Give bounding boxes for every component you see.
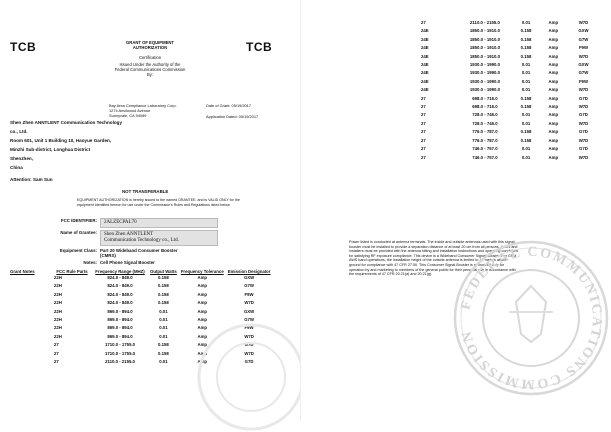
output-cell: 0.158 bbox=[520, 36, 532, 42]
output-cell: 0.01 bbox=[521, 87, 531, 93]
svg-text:FEDERAL COMMUNICATIONS COMMISS bbox=[459, 245, 605, 392]
table-row bbox=[396, 111, 600, 119]
output-cell: 0.01 bbox=[159, 359, 168, 365]
emission-cell: G7D bbox=[244, 359, 254, 365]
frequency-cell: 698.0 - 716.0 bbox=[472, 104, 498, 110]
output-cell: 0.158 bbox=[520, 53, 532, 59]
grantee-address-line-6: China bbox=[10, 165, 23, 170]
table-row bbox=[396, 137, 600, 145]
power-notes-text: Power listed is conducted at antenna terminals. The inside and outside antennas used with this signal booster must be installed to provide a separation distance of at least 20 cm from all persons. Users and installers must be provided with the antenna kitting and installation instructions and operating conditions for satisfying RF exposure compliance. This device is a Wideband Consumer Signal Booster. For GSM AWS band operations, the installation height of the outside antenna is limited to 10 meters above ground for compliance with 47 CFR 27.50. This Consumer Signal Booster is authorized only for operation by and marketing to members of the general public for their personal use in accordance with the requirements of 47 CFR 20.21(a) and 20.21(g). bbox=[349, 240, 519, 277]
issuer-block bbox=[109, 103, 177, 118]
emission-cell: G7D bbox=[579, 112, 588, 118]
tolerance-cell: Amp bbox=[548, 53, 559, 59]
issuer-address: 1274 Anvilwood Avenue bbox=[109, 108, 151, 113]
output-cell: 0.01 bbox=[159, 333, 168, 339]
application-date-label: Application Dated: bbox=[206, 114, 238, 119]
fcc-seal-left-watermark bbox=[196, 322, 306, 432]
rule-part-cell: 24E bbox=[420, 45, 429, 51]
output-cell: 0.01 bbox=[521, 146, 531, 152]
grantee-address-line-5: Shenzhen, bbox=[10, 156, 33, 161]
output-cell: 0.01 bbox=[521, 112, 531, 118]
tolerance-cell: Amp bbox=[548, 154, 559, 160]
grant-notes-cell bbox=[8, 358, 52, 366]
emission-cell: F9W bbox=[578, 45, 589, 51]
frequency-cell: 824.0 - 849.0 bbox=[107, 275, 133, 280]
tolerance-cell: Amp bbox=[548, 36, 559, 42]
table-row bbox=[396, 36, 600, 44]
header-grant-notes: Grant Notes bbox=[10, 268, 35, 274]
header-frequency: Frequency Range (MHZ) bbox=[95, 268, 145, 274]
output-cell: 0.01 bbox=[521, 154, 531, 160]
grant-notes-cell bbox=[396, 95, 419, 103]
grantee-address-line-4: Minzhi Sub-district, Longhua District bbox=[10, 147, 91, 152]
tolerance-cell: Amp bbox=[548, 129, 559, 135]
rule-part-cell: 22H bbox=[54, 308, 62, 314]
grant-notes-cell bbox=[396, 145, 419, 153]
table-row bbox=[396, 86, 600, 94]
frequency-cell: 1710.0 - 1755.0 bbox=[104, 342, 136, 348]
frequency-cell: 2110.0 - 2155.0 bbox=[105, 359, 135, 365]
dates-block bbox=[206, 103, 258, 119]
grant-date-label: Date of Grant: bbox=[206, 103, 231, 108]
frequency-cell: 824.0 - 849.0 bbox=[107, 300, 133, 306]
grant-notes-cell bbox=[396, 137, 419, 145]
emission-cell: F9W bbox=[244, 291, 254, 297]
issuer-city: Sunnyvale, CA 94089 bbox=[109, 113, 147, 118]
rule-part-cell: 24E bbox=[420, 78, 429, 84]
grantee-name-row bbox=[45, 230, 218, 246]
table-header-row bbox=[8, 262, 272, 274]
rule-part-cell: 24E bbox=[420, 62, 429, 68]
grantee-address-line-1: Shen Zhen ANNTLENT Communication Technology bbox=[10, 120, 123, 125]
grantee-name-line-1: Shen Zhen ANNTLENT bbox=[104, 232, 154, 237]
frequency-cell: 869.0 - 894.0 bbox=[107, 325, 133, 331]
grantee-address bbox=[10, 118, 150, 172]
emission-cell: W7D bbox=[244, 350, 254, 356]
table-row bbox=[8, 274, 272, 282]
output-cell: 0.158 bbox=[158, 300, 169, 306]
frequency-cell: 728.0 - 746.0 bbox=[472, 120, 498, 126]
frequency-cell: 869.0 - 894.0 bbox=[107, 333, 133, 339]
table-row bbox=[396, 53, 600, 61]
output-cell: 0.158 bbox=[520, 104, 532, 110]
table-row bbox=[8, 308, 272, 316]
output-cell: 0.01 bbox=[521, 78, 531, 84]
header-emission: Emission Designator bbox=[227, 268, 271, 274]
application-date-value: 05/19/2017 bbox=[238, 114, 259, 119]
output-cell: 0.158 bbox=[158, 275, 169, 280]
grant-notes-cell bbox=[396, 111, 419, 119]
emission-cell: G7D bbox=[579, 95, 588, 101]
tolerance-cell: Amp bbox=[548, 45, 559, 51]
rule-part-cell: 27 bbox=[420, 120, 426, 126]
tolerance-cell: Amp bbox=[548, 62, 559, 68]
frequency-cell: 1850.0 - 1910.0 bbox=[469, 53, 500, 59]
tolerance-cell: Amp bbox=[197, 291, 208, 297]
header-line-1: GRANT OF EQUIPMENT bbox=[126, 40, 174, 45]
header-line-2: AUTHORIZATION bbox=[132, 45, 168, 51]
tolerance-cell: Amp bbox=[197, 359, 208, 365]
header-line-5: Federal Communications Commission bbox=[114, 67, 186, 73]
tolerance-cell: Amp bbox=[548, 70, 559, 76]
table-row bbox=[396, 19, 600, 27]
rule-part-cell: 27 bbox=[420, 137, 426, 143]
tolerance-cell: Amp bbox=[197, 300, 208, 306]
grant-notes-cell bbox=[8, 324, 52, 332]
tolerance-cell: Amp bbox=[548, 146, 559, 152]
header-line-4: Issued Under the Authority of the bbox=[119, 61, 181, 67]
tolerance-cell: Amp bbox=[197, 350, 208, 356]
equipment-class-line-2: (CMRS) bbox=[100, 253, 116, 258]
emission-cell: W7D bbox=[578, 87, 589, 93]
output-cell: 0.158 bbox=[158, 350, 169, 356]
notes-value: Cell Phone Signal Booster bbox=[100, 260, 155, 265]
grant-notes-cell bbox=[396, 53, 419, 61]
attention-line: Attention: Sam Sun bbox=[10, 177, 53, 182]
rule-part-cell: 27 bbox=[54, 342, 59, 348]
tolerance-cell: Amp bbox=[548, 104, 559, 110]
grant-notes-cell bbox=[8, 291, 52, 299]
emission-cell: W7D bbox=[578, 120, 589, 126]
tolerance-cell: Amp bbox=[548, 78, 559, 84]
emission-cell: W7D bbox=[578, 20, 589, 25]
output-cell: 0.01 bbox=[521, 120, 531, 126]
emission-cell: W7D bbox=[244, 333, 254, 339]
rule-part-cell: 24E bbox=[420, 87, 429, 93]
grant-notes-cell bbox=[8, 299, 52, 307]
output-cell: 0.158 bbox=[520, 95, 532, 101]
rule-part-cell: 27 bbox=[420, 154, 426, 160]
output-cell: 0.01 bbox=[159, 317, 168, 323]
seal-text: FEDERAL COMMUNICATIONS COMMISSION bbox=[458, 244, 605, 392]
output-cell: 0.158 bbox=[520, 45, 532, 51]
header-output: Output Watts bbox=[150, 268, 177, 274]
tcb-label-right: TCB bbox=[246, 40, 273, 54]
header-tolerance: Frequency Tolerance bbox=[180, 268, 224, 274]
tolerance-cell: Amp bbox=[548, 87, 559, 93]
grant-notes-cell bbox=[8, 274, 52, 282]
emission-cell: W7D bbox=[578, 104, 589, 110]
emission-cell: G7D bbox=[244, 342, 254, 348]
grant-notes-cell bbox=[8, 333, 52, 341]
grant-notes-cell bbox=[8, 350, 52, 358]
frequency-cell: 1850.0 - 1910.0 bbox=[469, 45, 500, 51]
tolerance-cell: Amp bbox=[548, 137, 559, 143]
rule-part-cell: 22H bbox=[54, 317, 62, 323]
frequency-cell: 1930.0 - 1990.0 bbox=[469, 62, 500, 68]
grant-notes-cell bbox=[396, 44, 419, 52]
frequency-cell: 2110.0 - 2155.0 bbox=[470, 20, 500, 25]
grant-notes-cell bbox=[8, 282, 52, 290]
table-row bbox=[8, 299, 272, 307]
frequency-cell: 1930.0 - 1990.0 bbox=[469, 70, 500, 76]
table-row bbox=[8, 291, 272, 299]
frequency-cell: 728.0 - 746.0 bbox=[472, 112, 498, 118]
frequency-cell: 1850.0 - 1910.0 bbox=[469, 28, 500, 34]
rule-part-cell: 27 bbox=[420, 95, 426, 101]
grantee-address-line-3: Room 601, Unit 1 Building 10, Haoyue Garden, bbox=[10, 138, 112, 143]
output-cell: 0.158 bbox=[520, 28, 532, 34]
table-row bbox=[396, 95, 600, 103]
frequency-cell: 746.0 - 757.0 bbox=[472, 154, 498, 160]
tolerance-cell: Amp bbox=[548, 95, 559, 101]
grant-notes-cell bbox=[396, 61, 419, 69]
emission-cell: G7D bbox=[579, 146, 588, 152]
emission-cell: W7D bbox=[578, 154, 589, 160]
table-row bbox=[396, 128, 600, 136]
output-cell: 0.01 bbox=[159, 308, 168, 314]
grant-notes-cell bbox=[396, 128, 419, 136]
header-rule-parts: FCC Rule Parts bbox=[56, 268, 88, 274]
tolerance-cell: Amp bbox=[197, 317, 208, 323]
grant-notes-cell bbox=[396, 78, 419, 86]
grants-rows-page-2 bbox=[396, 19, 600, 162]
emission-cell: W7D bbox=[244, 300, 254, 306]
grantee-name-line-2: Communication Technology co., Ltd. bbox=[104, 238, 179, 243]
output-cell: 0.01 bbox=[521, 20, 531, 25]
grant-notes-cell bbox=[396, 69, 419, 77]
frequency-cell: 698.0 - 716.0 bbox=[472, 95, 498, 101]
table-row bbox=[396, 145, 600, 153]
rule-part-cell: 27 bbox=[54, 350, 59, 356]
frequency-cell: 869.0 - 894.0 bbox=[107, 317, 133, 323]
frequency-cell: 746.0 - 757.0 bbox=[472, 146, 498, 152]
grant-notes-cell bbox=[8, 316, 52, 324]
tolerance-cell: Amp bbox=[197, 342, 208, 348]
output-cell: 0.158 bbox=[520, 137, 532, 143]
equipment-class-value bbox=[100, 248, 178, 258]
rule-part-cell: 24E bbox=[420, 28, 429, 34]
table-row bbox=[396, 69, 600, 77]
not-transferable: NOT TRANSFERABLE bbox=[122, 189, 169, 194]
grant-notes-cell bbox=[396, 19, 419, 27]
emission-cell: G7W bbox=[244, 283, 254, 289]
table-row bbox=[396, 120, 600, 128]
grant-notes-cell bbox=[8, 308, 52, 316]
tolerance-cell: Amp bbox=[548, 120, 559, 126]
emission-cell: G7W bbox=[244, 317, 254, 323]
certificate-header bbox=[70, 40, 230, 78]
emission-cell: F9W bbox=[578, 78, 589, 84]
rule-part-cell: 24E bbox=[420, 53, 429, 59]
table-row bbox=[396, 61, 600, 69]
equipment-class-row bbox=[45, 248, 218, 258]
grant-notes-cell bbox=[396, 86, 419, 94]
grant-notes-cell bbox=[8, 341, 52, 349]
notes-label: Notes: bbox=[83, 260, 97, 265]
frequency-cell: 776.0 - 787.0 bbox=[472, 137, 498, 143]
tolerance-cell: Amp bbox=[197, 283, 208, 289]
output-cell: 0.158 bbox=[158, 291, 169, 297]
tolerance-cell: Amp bbox=[548, 28, 559, 34]
tolerance-cell: Amp bbox=[197, 275, 208, 280]
table-row bbox=[396, 44, 600, 52]
tolerance-cell: Amp bbox=[197, 333, 208, 339]
grant-notes-cell bbox=[396, 154, 419, 162]
tolerance-cell: Amp bbox=[197, 325, 208, 331]
emission-cell: GXW bbox=[243, 308, 255, 314]
certificate-page-1 bbox=[0, 0, 300, 420]
emission-cell: G7W bbox=[578, 36, 589, 42]
certificate-fields bbox=[45, 218, 218, 267]
tolerance-cell: Amp bbox=[548, 112, 559, 118]
table-row bbox=[396, 103, 600, 111]
table-row bbox=[396, 78, 600, 86]
frequency-cell: 1710.0 - 1755.0 bbox=[104, 350, 136, 356]
rule-part-cell: 27 bbox=[420, 104, 426, 110]
table-row bbox=[396, 154, 600, 162]
frequency-cell: 869.0 - 894.0 bbox=[107, 308, 133, 314]
issuer-name: Bay Area Compliance Laboratory Corp. bbox=[109, 103, 177, 108]
emission-cell: G7W bbox=[578, 70, 589, 76]
grant-notes-cell bbox=[396, 36, 419, 44]
output-cell: 0.158 bbox=[158, 283, 169, 289]
equipment-authorization-text: EQUIPMENT AUTHORIZATION is hereby issued to the named GRANTEE, and is VALID ONLY for the equipment identified hereon for use under the Commission's Rules and Regulations listed below. bbox=[77, 198, 240, 207]
frequency-cell: 1930.0 - 1990.0 bbox=[469, 78, 500, 84]
frequency-cell: 1850.0 - 1910.0 bbox=[469, 36, 500, 42]
emission-cell: GXW bbox=[243, 275, 255, 280]
grantee-address-line-2: co., Ltd. bbox=[10, 129, 28, 134]
emission-cell: GXW bbox=[578, 62, 589, 68]
output-cell: 0.158 bbox=[158, 342, 169, 348]
tolerance-cell: Amp bbox=[548, 20, 559, 25]
emission-cell: F9W bbox=[244, 325, 254, 331]
frequency-cell: 1930.0 - 1990.0 bbox=[469, 87, 500, 93]
emission-cell: GXW bbox=[578, 28, 589, 34]
rule-part-cell: 22H bbox=[54, 275, 62, 280]
header-line-3: Certification bbox=[138, 54, 162, 60]
certificate-page-2 bbox=[300, 0, 605, 420]
output-cell: 0.01 bbox=[521, 70, 531, 76]
emission-cell: W7D bbox=[578, 137, 589, 143]
rule-part-cell: 24E bbox=[420, 70, 429, 76]
output-cell: 0.01 bbox=[521, 62, 531, 68]
output-cell: 0.01 bbox=[159, 325, 168, 331]
grantee-name-value bbox=[100, 230, 218, 246]
table-row bbox=[8, 282, 272, 290]
rule-part-cell: 27 bbox=[420, 146, 426, 152]
fcc-id-row bbox=[45, 218, 218, 228]
rule-part-cell: 22H bbox=[54, 283, 62, 289]
rule-part-cell: 27 bbox=[54, 359, 59, 365]
frequency-cell: 824.0 - 849.0 bbox=[107, 291, 133, 297]
grant-notes-cell bbox=[396, 103, 419, 111]
fcc-id-value: 2ALZECPAL70 bbox=[100, 218, 218, 228]
fcc-seal bbox=[451, 238, 611, 398]
rule-part-cell: 22H bbox=[54, 291, 62, 297]
rule-part-cell: 27 bbox=[420, 112, 426, 118]
emission-cell: G7D bbox=[579, 129, 588, 135]
rule-part-cell: 22H bbox=[54, 325, 62, 331]
emission-cell: W7D bbox=[578, 53, 589, 59]
rule-part-cell: 22H bbox=[54, 333, 62, 339]
tolerance-cell: Amp bbox=[197, 308, 208, 314]
equipment-class-label: Equipment Class: bbox=[59, 248, 97, 253]
output-cell: 0.158 bbox=[520, 129, 532, 135]
rule-part-cell: 27 bbox=[420, 20, 426, 25]
header-line-6: By: bbox=[146, 72, 154, 78]
equipment-class-line-1: Part 20 Wideband Consumer Booster bbox=[100, 248, 178, 253]
grants-table-page-2 bbox=[396, 19, 600, 162]
grant-notes-cell bbox=[396, 120, 419, 128]
tcb-label-left: TCB bbox=[10, 40, 37, 54]
grant-date-value: 05/19/2017 bbox=[231, 103, 252, 108]
rule-part-cell: 27 bbox=[420, 129, 426, 135]
rule-part-cell: 24E bbox=[420, 36, 429, 42]
fcc-id-label: FCC IDENTIFIER: bbox=[60, 218, 97, 223]
frequency-cell: 824.0 - 849.0 bbox=[107, 283, 133, 289]
table-row bbox=[396, 27, 600, 35]
rule-part-cell: 22H bbox=[54, 300, 62, 306]
frequency-cell: 776.0 - 787.0 bbox=[472, 129, 498, 135]
grant-notes-cell bbox=[396, 27, 419, 35]
grantee-name-label: Name of Grantee: bbox=[60, 230, 97, 235]
